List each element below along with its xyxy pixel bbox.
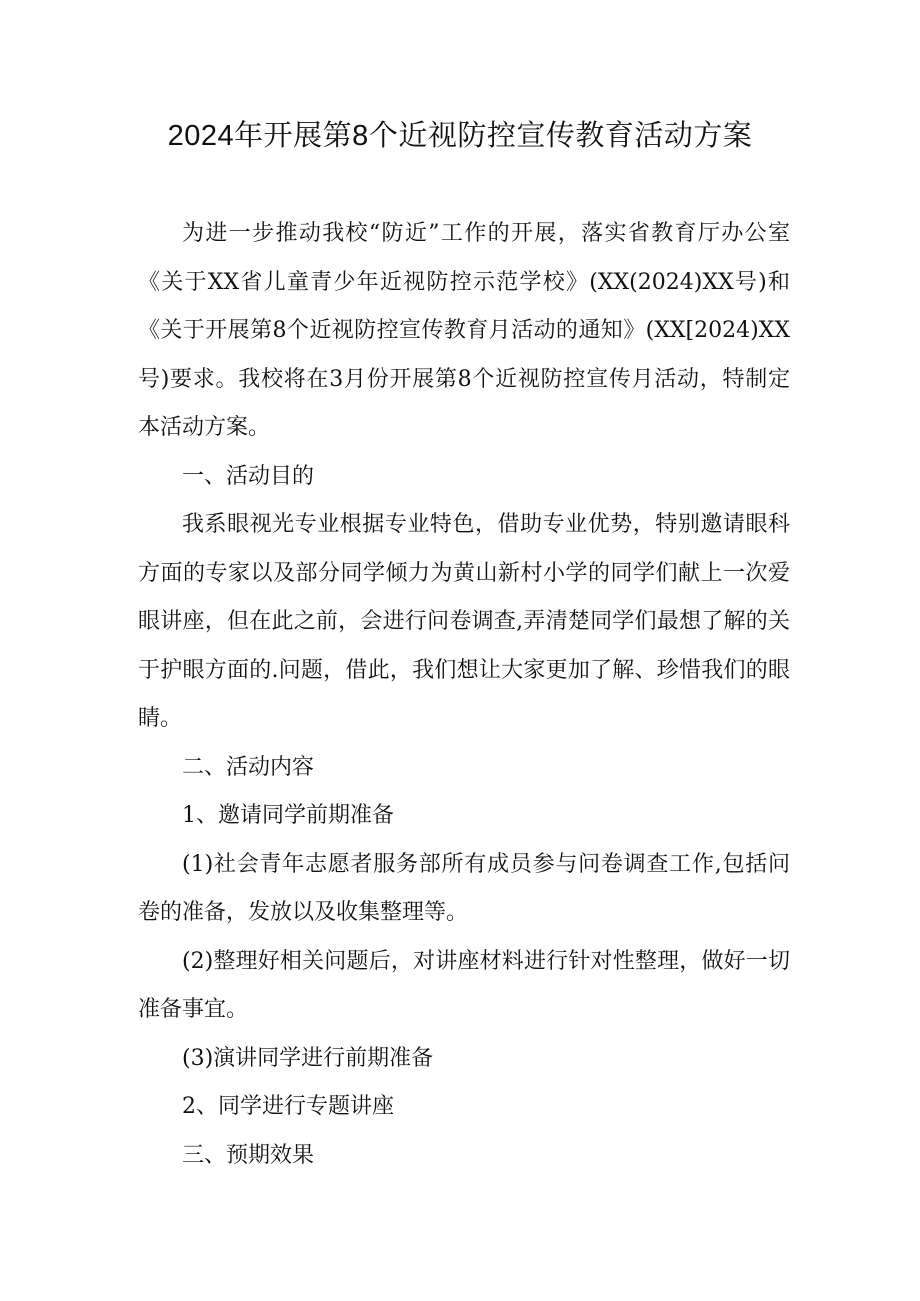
document-title: 2024年开展第8个近视防控宣传教育活动方案 <box>167 120 753 152</box>
intro-paragraph: 为进一步推动我校“防近”工作的开展，落实省教育厅办公室《关于XX省儿童青少年近视防控示范学校》(XX(2024)XX号)和《关于开展第8个近视防控宣传教育月活动的通知》(XX[2024)XX号)要求。我校将在3月份开展第8个近视防控宣传月活动，特制定本活动方案。 <box>138 221 790 440</box>
section-heading-expected-results: 三、预期效果 <box>182 1142 315 1168</box>
section-heading-purpose: 一、活动目的 <box>182 463 315 489</box>
purpose-paragraph: 我系眼视光专业根据专业特色，借助专业优势，特别邀请眼科方面的专家以及部分同学倾力为黄山新村小学的同学们献上一次爱眼讲座，但在此之前，会进行问卷调查,弄清楚同学们最想了解的关于护眼方面的.问题，借此，我们想让大家更加了解、珍惜我们的眼睛。 <box>138 512 790 731</box>
preparation-item-2: (2)整理好相关问题后，对讲座材料进行针对性整理，做好一切准备事宜。 <box>138 948 790 1022</box>
section-heading-content: 二、活动内容 <box>182 754 315 780</box>
subsection-heading-preparation: 1、邀请同学前期准备 <box>182 803 394 828</box>
preparation-item-3: (3)演讲同学进行前期准备 <box>182 1045 434 1071</box>
subsection-heading-lecture: 2、同学进行专题讲座 <box>182 1094 394 1119</box>
preparation-item-1: (1)社会青年志愿者服务部所有成员参与问卷调查工作,包括问卷的准备，发放以及收集整理等。 <box>138 851 790 925</box>
document-body <box>138 210 790 1180</box>
